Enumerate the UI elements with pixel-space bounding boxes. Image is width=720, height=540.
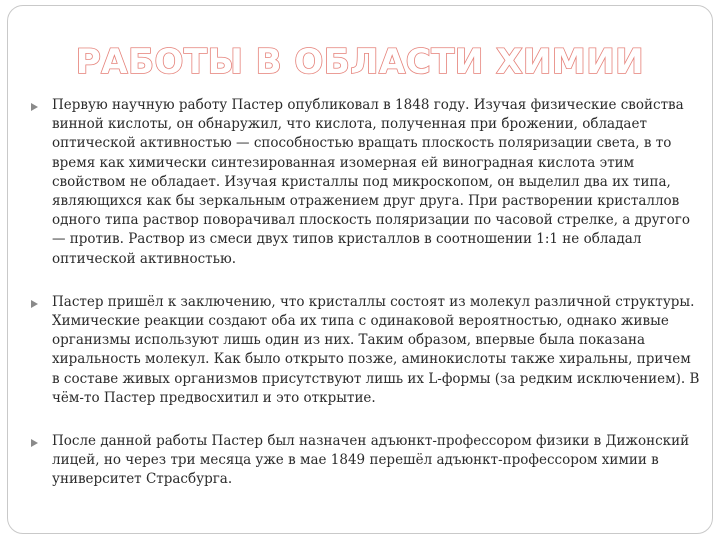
bullet-item: [30, 96, 702, 269]
bullet-text: Первую научную работу Пастер опубликовал в 1848 году. Изучая физические свойства винной кислоты, он обнаружил, что кислота, полученная при брожении, обладает оптической активностью — способностью вращать плоскость поляризации света, в то время как химически синтезированная изомерная ей виноградная кислота этим свойством не обладает. Изучая кристаллы под микроскопом, он выделил два их типа, являющихся как бы зеркальным отражением друг друга. При растворении кристаллов одного типа раствор поворачивал плоскость поляризации по часовой стрелке, а другого — против. Раствор из смеси двух типов кристаллов в соотношении 1:1 не обладал оптической активностью.: [52, 97, 690, 267]
bullet-arrow-icon: [31, 439, 38, 447]
bullet-item: [30, 293, 702, 408]
bullet-arrow-icon: [31, 300, 38, 308]
bullet-arrow-icon: [31, 103, 38, 111]
bullet-text: После данной работы Пастер был назначен адъюнкт-профессором физики в Дижонский лицей, но через три месяца уже в мае 1849 перешёл адъюнкт-профессором химии в университет Страсбурга.: [52, 433, 690, 488]
bullet-text: Пастер пришёл к заключению, что кристаллы состоят из молекул различной структуры. Химические реакции создают оба их типа с одинаковой вероятностью, однако живые организмы используют лишь один из них. Таким образом, впервые была показана хиральность молекул. Как было открыто позже, аминокислоты также хиральны, причем в составе живых организмов присутствуют лишь их L-формы (за редким исключением). В чём-то Пастер предвосхитил и это открытие.: [52, 293, 700, 406]
bullet-item: [30, 432, 702, 490]
slide-title: РАБОТЫ В ОБЛАСТИ ХИМИИ: [75, 42, 645, 82]
bullet-list: [30, 96, 702, 490]
